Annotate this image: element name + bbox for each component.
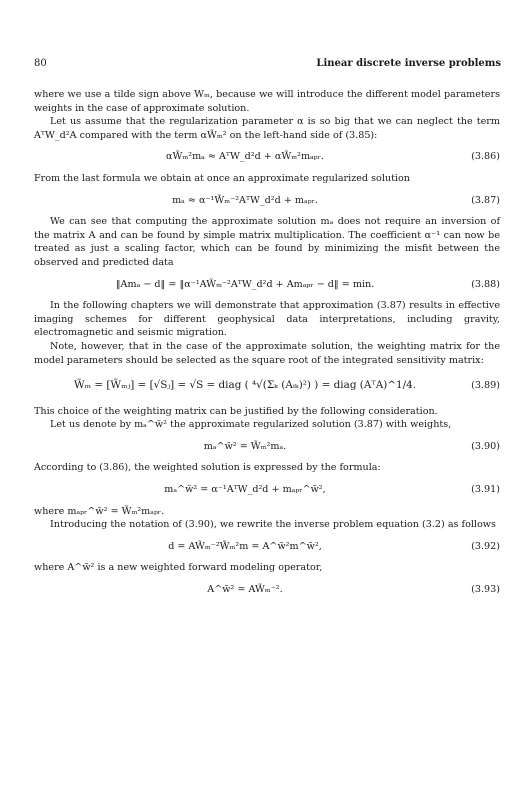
paragraph: Note, however, that in the case of the approximate solution, the weighting matrix for the model parameters should be selected as the square root of the integrated sensitivity matrix: — [34, 340, 500, 366]
equation-number: (3.91) — [471, 484, 500, 496]
paragraph: According to (3.86), the weighted solution is expressed by the formula: — [34, 462, 381, 474]
equation-body: αW̃ₘ²mₐ ≈ AᵀW_d²d + αW̃ₘ²mₐₚᵣ. — [166, 151, 324, 163]
equation-3-86 — [34, 150, 500, 164]
equation-number: (3.92) — [471, 540, 500, 552]
equation-body: A^w̃² = AW̃ₘ⁻². — [207, 584, 283, 596]
paragraph: From the last formula we obtain at once an approximate regularized solution — [34, 172, 410, 184]
equation-3-89 — [34, 379, 500, 393]
equation-number: (3.89) — [471, 380, 500, 392]
equation-number: (3.86) — [471, 151, 500, 163]
paragraph: where we use a tilde sign above Wₘ, because we will introduce the different model parameters weights in the case of approximate solution. — [34, 89, 500, 114]
equation-3-88 — [34, 278, 500, 292]
equation-3-93 — [34, 583, 500, 597]
equation-body: mₐ ≈ α⁻¹W̃ₘ⁻²AᵀW_d²d + mₐₚᵣ. — [172, 194, 318, 206]
paragraph: This choice of the weighting matrix can be justified by the following consideration. — [34, 405, 438, 417]
running-title: Linear discrete inverse problems — [316, 58, 501, 69]
paragraph: Introducing the notation of (3.90), we rewrite the inverse problem equation (3.2) as follows — [50, 519, 496, 531]
paragraph: Let us assume that the regularization parameter α is so big that we can neglect the term AᵀW_d²A compared with the term αW̃ₘ² on the left-hand side of (3.85): — [34, 116, 500, 141]
equation-3-90 — [34, 440, 500, 454]
paragraph: where A^w̃² is a new weighted forward modeling operator, — [34, 562, 323, 574]
page-number: 80 — [34, 58, 47, 69]
equation-number: (3.88) — [471, 278, 500, 290]
equation-body: ‖Amₐ − d‖ = ‖α⁻¹AW̃ₘ⁻²AᵀW_d²d + Amₐₚᵣ − d‖ = min. — [115, 278, 375, 290]
paragraph: where mₐₚᵣ^w̃² = W̃ₘ²mₐₚᵣ. — [34, 505, 165, 517]
equation-body: W̃ₘ = [W̃ₘⱼ] = [√Sⱼ] = √S = diag ( ⁴√(Σₖ (Aᵢₖ)²) ) = diag (AᵀA)^1/4. — [73, 379, 416, 392]
equation-3-87 — [34, 194, 500, 208]
paragraph: We can see that computing the approximate solution mₐ does not require an inversion of the matrix A and can be found by simple matrix multiplication. The coefficient α⁻¹ can now be treated as just a scaling factor, which can be found by minimizing the misfit between the observed and predicted data — [34, 216, 500, 268]
equation-3-91 — [34, 483, 500, 497]
equation-body: mₐ^w̃² = α⁻¹AᵀW_d²d + mₐₚᵣ^w̃², — [164, 484, 326, 496]
equation-body: d = AW̃ₘ⁻²W̃ₘ²m = A^w̃²m^w̃², — [168, 540, 322, 552]
equation-number: (3.90) — [471, 440, 500, 452]
page-header — [34, 58, 501, 69]
paragraph: Let us denote by mₐ^w̃² the approximate regularized solution (3.87) with weights, — [50, 419, 452, 431]
page-body — [34, 88, 500, 605]
equation-body: mₐ^w̃² = W̃ₘ²mₐ. — [203, 440, 287, 452]
equation-number: (3.87) — [471, 194, 500, 206]
equation-number: (3.93) — [471, 584, 500, 596]
paragraph: In the following chapters we will demonstrate that approximation (3.87) results in effective imaging schemes for different geophysical data interpretations, including gravity, electromagnetic and seismic migration. — [34, 300, 500, 339]
equation-3-92 — [34, 540, 500, 554]
